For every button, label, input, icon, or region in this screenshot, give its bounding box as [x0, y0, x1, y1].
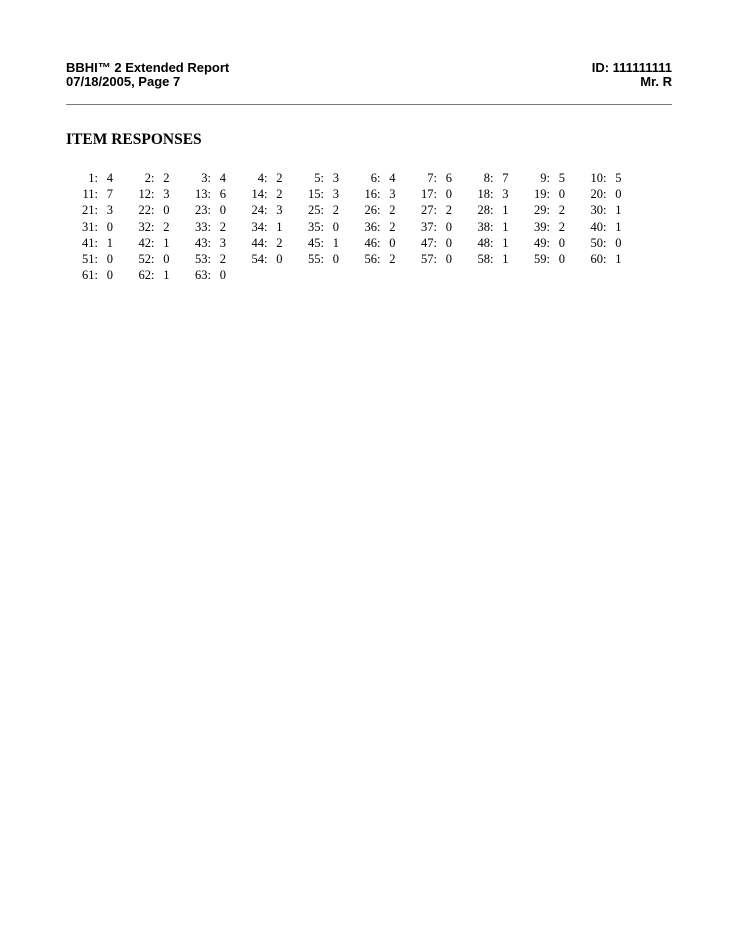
response-item: [279, 235, 339, 251]
item-value: 2: [389, 251, 396, 266]
response-item: [562, 202, 622, 218]
section-title: ITEM RESPONSES: [66, 131, 202, 148]
item-number: 42:: [138, 235, 155, 250]
item-number: 57:: [421, 251, 437, 266]
item-number: 44:: [251, 235, 268, 250]
item-value: 6: [219, 187, 226, 202]
item-number: 27:: [421, 203, 437, 218]
response-item: [110, 202, 170, 218]
response-item: [449, 235, 509, 251]
item-number: 26:: [364, 203, 381, 218]
item-value: 0: [445, 187, 452, 202]
item-value: 1: [502, 251, 509, 266]
item-value: 6: [445, 171, 452, 185]
item-number: 11:: [82, 187, 98, 202]
item-number: 58:: [477, 251, 494, 266]
item-value: 0: [219, 203, 226, 218]
response-item: [392, 235, 452, 251]
response-row: [66, 170, 646, 186]
item-value: 4: [389, 171, 396, 185]
response-item: [562, 186, 622, 202]
item-value: 2: [558, 219, 565, 234]
item-number: 8:: [483, 171, 494, 185]
item-number: 30:: [590, 203, 607, 218]
response-item: [336, 251, 396, 267]
response-item: [110, 219, 170, 235]
response-item: [392, 202, 452, 218]
item-value: 5: [615, 171, 622, 185]
item-number: 37:: [421, 219, 437, 234]
item-value: 1: [615, 251, 622, 266]
item-value: 0: [615, 187, 622, 202]
item-value: 2: [445, 203, 452, 218]
item-number: 15:: [308, 187, 324, 202]
patient-name: Mr. R: [640, 74, 672, 89]
item-number: 19:: [534, 187, 550, 202]
item-value: 2: [219, 251, 226, 266]
response-item: [53, 235, 113, 251]
response-item: [392, 251, 452, 267]
item-number: 7:: [427, 171, 437, 185]
response-item: [166, 219, 226, 235]
item-number: 32:: [138, 219, 155, 234]
item-number: 16:: [364, 187, 381, 202]
item-number: 59:: [534, 251, 550, 266]
item-value: 3: [163, 187, 170, 202]
response-item: [110, 170, 170, 186]
item-value: 0: [445, 251, 452, 266]
item-number: 17:: [421, 187, 437, 202]
response-item: [562, 170, 622, 186]
item-number: 10:: [590, 171, 607, 185]
response-item: [166, 186, 226, 202]
item-number: 6:: [370, 171, 381, 185]
item-value: 1: [502, 203, 509, 218]
item-number: 49:: [534, 235, 550, 250]
item-number: 2:: [144, 171, 155, 185]
response-item: [505, 251, 565, 267]
item-value: 5: [558, 171, 565, 185]
response-item: [53, 202, 113, 218]
item-value: 1: [106, 235, 113, 250]
item-responses-grid: [66, 170, 646, 283]
item-value: 0: [106, 268, 113, 283]
item-value: 1: [163, 268, 170, 283]
item-number: 14:: [251, 187, 268, 202]
item-value: 7: [502, 171, 509, 185]
item-number: 60:: [590, 251, 607, 266]
patient-id: ID: 111111111: [591, 60, 672, 75]
response-item: [279, 170, 339, 186]
response-item: [223, 202, 283, 218]
response-item: [392, 186, 452, 202]
item-number: 4:: [257, 171, 268, 185]
item-value: 2: [163, 171, 170, 185]
header-right: [592, 61, 672, 89]
response-item: [449, 186, 509, 202]
item-number: 29:: [534, 203, 550, 218]
item-value: 0: [276, 251, 283, 266]
response-item: [223, 235, 283, 251]
item-value: 3: [276, 203, 283, 218]
item-value: 0: [163, 251, 170, 266]
item-value: 2: [558, 203, 565, 218]
response-item: [223, 186, 283, 202]
item-number: 41:: [82, 235, 98, 250]
item-value: 0: [615, 235, 622, 250]
item-value: 3: [219, 235, 226, 250]
response-row: [66, 219, 646, 235]
response-item: [166, 202, 226, 218]
response-item: [223, 219, 283, 235]
response-item: [279, 202, 339, 218]
item-number: 35:: [308, 219, 324, 234]
response-item: [110, 186, 170, 202]
response-item: [279, 219, 339, 235]
item-value: 2: [276, 235, 283, 250]
item-number: 12:: [138, 187, 155, 202]
response-item: [336, 202, 396, 218]
response-item: [392, 219, 452, 235]
item-value: 2: [389, 219, 396, 234]
item-value: 0: [445, 235, 452, 250]
item-value: 0: [163, 203, 170, 218]
item-number: 48:: [477, 235, 494, 250]
item-value: 1: [502, 219, 509, 234]
item-number: 43:: [195, 235, 211, 250]
response-item: [53, 251, 113, 267]
response-row: [66, 251, 646, 267]
item-value: 3: [332, 187, 339, 202]
item-value: 1: [615, 219, 622, 234]
response-item: [223, 251, 283, 267]
item-number: 40:: [590, 219, 607, 234]
response-row: [66, 202, 646, 218]
response-item: [505, 202, 565, 218]
response-row: [66, 186, 646, 202]
item-value: 0: [332, 251, 339, 266]
response-item: [166, 251, 226, 267]
item-number: 9:: [540, 171, 550, 185]
item-number: 22:: [138, 203, 155, 218]
report-title: BBHI™ 2 Extended Report: [66, 60, 230, 75]
response-item: [53, 170, 113, 186]
item-number: 23:: [195, 203, 211, 218]
item-number: 54:: [251, 251, 268, 266]
item-value: 1: [163, 235, 170, 250]
item-value: 0: [445, 219, 452, 234]
item-value: 2: [389, 203, 396, 218]
item-value: 3: [502, 187, 509, 202]
item-value: 1: [502, 235, 509, 250]
response-item: [166, 170, 226, 186]
item-value: 0: [219, 268, 226, 283]
response-item: [562, 251, 622, 267]
response-item: [110, 267, 170, 283]
item-number: 34:: [251, 219, 268, 234]
response-row: [66, 267, 646, 283]
item-value: 3: [389, 187, 396, 202]
item-number: 46:: [364, 235, 381, 250]
item-number: 38:: [477, 219, 494, 234]
item-value: 0: [558, 187, 565, 202]
item-number: 1:: [88, 171, 98, 185]
item-number: 28:: [477, 203, 494, 218]
response-item: [336, 235, 396, 251]
response-item: [392, 170, 452, 186]
item-number: 55:: [308, 251, 324, 266]
item-number: 45:: [308, 235, 324, 250]
item-number: 36:: [364, 219, 381, 234]
item-number: 13:: [195, 187, 211, 202]
item-number: 39:: [534, 219, 550, 234]
item-number: 52:: [138, 251, 155, 266]
response-item: [279, 251, 339, 267]
item-value: 1: [276, 219, 283, 234]
item-number: 5:: [314, 171, 324, 185]
item-number: 53:: [195, 251, 211, 266]
item-number: 31:: [82, 219, 98, 234]
response-item: [505, 170, 565, 186]
response-item: [562, 235, 622, 251]
item-value: 0: [558, 251, 565, 266]
header-left: [66, 61, 229, 89]
response-item: [110, 251, 170, 267]
response-item: [505, 219, 565, 235]
response-item: [223, 170, 283, 186]
response-item: [505, 186, 565, 202]
item-number: 20:: [590, 187, 607, 202]
report-date-page: 07/18/2005, Page 7: [66, 74, 181, 89]
item-value: 4: [219, 171, 226, 185]
response-item: [449, 251, 509, 267]
item-number: 47:: [421, 235, 437, 250]
item-value: 2: [163, 219, 170, 234]
response-item: [53, 219, 113, 235]
item-value: 3: [106, 203, 113, 218]
response-item: [110, 235, 170, 251]
response-item: [336, 219, 396, 235]
item-number: 3:: [201, 171, 211, 185]
item-number: 21:: [82, 203, 98, 218]
response-item: [505, 235, 565, 251]
item-number: 51:: [82, 251, 98, 266]
item-number: 61:: [82, 268, 98, 283]
response-item: [166, 235, 226, 251]
item-value: 0: [389, 235, 396, 250]
response-item: [53, 267, 113, 283]
response-item: [336, 186, 396, 202]
header-divider: [66, 104, 672, 105]
response-item: [279, 186, 339, 202]
response-item: [562, 219, 622, 235]
item-number: 62:: [138, 268, 155, 283]
item-number: 33:: [195, 219, 211, 234]
response-item: [449, 170, 509, 186]
item-number: 18:: [477, 187, 494, 202]
response-item: [449, 202, 509, 218]
item-number: 56:: [364, 251, 381, 266]
item-value: 2: [332, 203, 339, 218]
response-item: [449, 219, 509, 235]
item-value: 1: [332, 235, 339, 250]
item-value: 0: [106, 251, 113, 266]
item-value: 7: [106, 187, 113, 202]
response-item: [166, 267, 226, 283]
item-number: 50:: [590, 235, 607, 250]
item-number: 25:: [308, 203, 324, 218]
item-value: 0: [558, 235, 565, 250]
item-value: 0: [332, 219, 339, 234]
item-number: 63:: [195, 268, 211, 283]
item-value: 2: [219, 219, 226, 234]
item-value: 0: [106, 219, 113, 234]
item-value: 2: [276, 171, 283, 185]
item-value: 4: [106, 171, 113, 185]
item-value: 1: [615, 203, 622, 218]
response-item: [336, 170, 396, 186]
item-number: 24:: [251, 203, 268, 218]
response-item: [53, 186, 113, 202]
item-value: 3: [332, 171, 339, 185]
response-row: [66, 235, 646, 251]
item-value: 2: [276, 187, 283, 202]
